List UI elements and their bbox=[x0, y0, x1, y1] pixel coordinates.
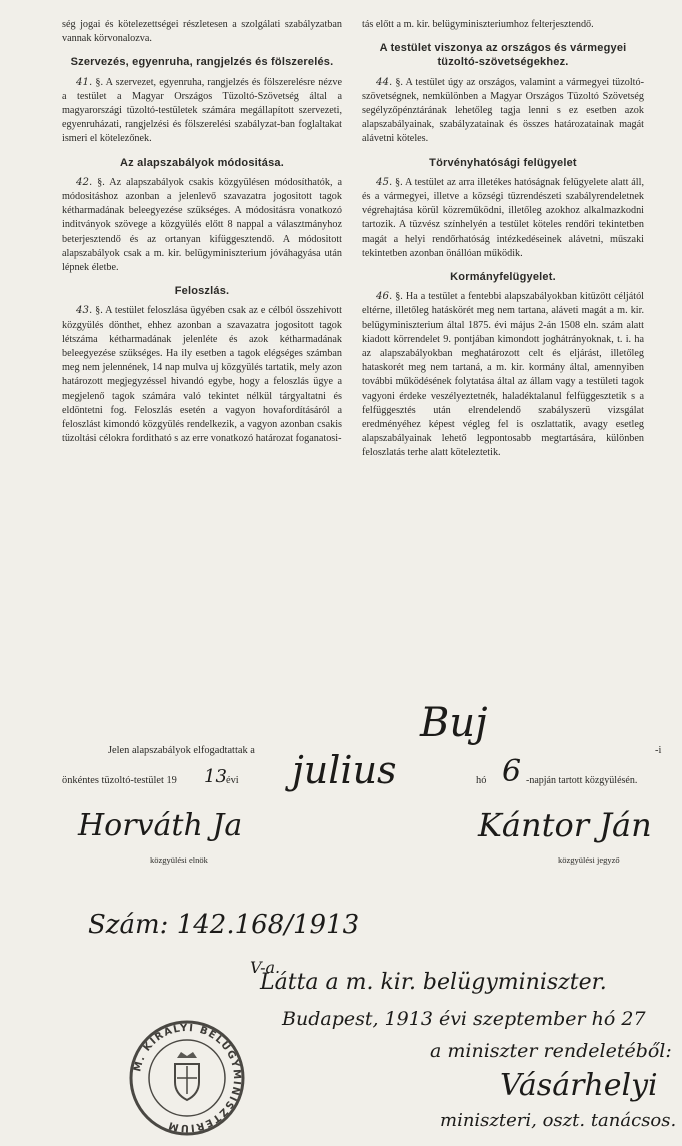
signature-secretary: Kántor Ján bbox=[478, 806, 652, 844]
signature-top: Buj bbox=[420, 700, 488, 746]
adoption-ho: hó bbox=[476, 775, 487, 786]
handwritten-year: 13 bbox=[204, 766, 227, 787]
approval-line-3: a miniszter rendeletéből: bbox=[430, 1040, 672, 1062]
role-secretary: közgyülési jegyző bbox=[558, 855, 620, 865]
adoption-evi: évi bbox=[226, 775, 239, 786]
paragraph-text: §. Ha a testület a fentebbi alapszabályokban kitüzött céljától eltérne, illetőleg hatáskörét meg nem tartana, aláveti magát a m. kir. belügyminiszterium által 1875. évi május 2-án 1508 eln. szám alatt kiadott körrendelet 9. pontjában kimondott joghátrányoknak, t. i. ha az alapszabályokban meghatározott celt és eljárást, illetőleg hataskorét meg nem tartaná, a m. kir. kormány által, amennyiben további működésének folytatása által az állam vagy a testületi tagok vagyoni érdeke veszélyeztetnék, haladéktalanul felfüggesztetik s a felfüggesztés után elrendelendő szabályszerü vizsgálat eredményéhez képest végleg fel is oszlattatik, avagy esetleg alapszabályainak lehető legpontosabb megtartására, különben feloszlatás terhe alatt köteleztetik. bbox=[362, 291, 645, 459]
approval-line-4: Vásárhelyi bbox=[500, 1068, 658, 1103]
signature-chair: Horváth Ja bbox=[78, 808, 243, 843]
section-heading-government: Kormányfelügyelet. bbox=[450, 271, 556, 284]
approval-line-1: Látta a m. kir. belügyminiszter. bbox=[260, 970, 607, 995]
adoption-line-1: Jelen alapszabályok elfogadtattak a bbox=[108, 745, 255, 756]
paragraph-text: §. A testület úgy az országos, valamint a vármegyei tüzoltó-szövetségnek, nemkülönben a Magyar Országos Tüzoltó Szövetség segélyzőpénztárának lehetőleg tagja lenni s ez esetben azok alapszabályainak, szabályzatainak és összes határozatainak magát alávetni köteles. bbox=[362, 76, 645, 145]
paragraph-42 bbox=[62, 176, 342, 275]
registry-mark: V-a. bbox=[250, 958, 281, 977]
section-heading-authority: Törvényhatósági felügyelet bbox=[429, 156, 577, 169]
section-heading-federations: A testület viszonya az országos és vármegyei tüzoltó-szövetségekhez. bbox=[379, 42, 627, 69]
paragraph-43 bbox=[62, 304, 342, 446]
paragraph-text: §. A testület feloszlása ügyében csak az e célból összehivott közgyülés dönthet, ehhez azonban a szavazatra jogositott tagok létszáma kétharmadának jelenléte és azok kétharmadának beleegyezése szükséges. Ha ily esetben a tagok elégséges számban meg nem jelennének, 14 nap mulva uj közgyülés tartatik, mely azon határozott megjegyzéssel hivandó egybe, hogy a feloszlás ügye a megjelenő tagok számára való tekintet nélkül tárgyaltatni és eldöntetni fog. Feloszlás esetén a vagyon hovafordításáról a feloszlást kimondó közgyülés rendelkezik, a vagyon azonban csakis tüzoltási célokra forditható s az erre vonatkozó határozat foganatosi- bbox=[62, 305, 343, 445]
role-chair: közgyülési elnök bbox=[150, 855, 208, 865]
left-column bbox=[62, 18, 342, 446]
adoption-line-1-end: -i bbox=[655, 745, 662, 756]
paragraph-number: 45. bbox=[376, 176, 393, 188]
paragraph-number: 42. bbox=[76, 176, 93, 188]
paragraph-number: 41. bbox=[76, 76, 93, 88]
handwritten-day: 6 bbox=[502, 754, 522, 789]
approval-line-5: miniszteri, oszt. tanácsos. bbox=[440, 1110, 677, 1131]
section-heading-dissolution: Feloszlás. bbox=[174, 285, 230, 298]
paragraph-46 bbox=[362, 290, 644, 460]
paragraph-44 bbox=[362, 76, 644, 147]
section-heading-organization: Szervezés, egyenruha, rangjelzés és fölszerelés. bbox=[70, 56, 334, 69]
paragraph-number: 44. bbox=[376, 76, 393, 88]
paragraph-45 bbox=[362, 176, 644, 261]
right-intro: tás előtt a m. kir. belügyminiszteriumhoz felterjesztendő. bbox=[362, 19, 594, 30]
handwritten-month: julius bbox=[292, 748, 397, 792]
paragraph-41 bbox=[62, 76, 342, 147]
section-heading-amendment: Az alapszabályok módositása. bbox=[120, 156, 284, 169]
adoption-line-2-end: -napján tartott közgyülésén. bbox=[526, 775, 638, 786]
crest-icon bbox=[175, 1052, 199, 1100]
registry-number: Szám: 142.168/1913 bbox=[88, 910, 360, 940]
paragraph-text: §. A testület az arra illetékes hatóságnak felügyelete alatt áll, és a vármegyei, illetve a községi tüzrendészeti szabályrendeletnek végrehajtása körül közreműködni, illetőleg azokhoz alkalmazkodni tartozik. A tüzvész színhelyén a testület köteles rendőri tekintetben magát a helyi rendőrhatóság intézkedéseinek alávetni, műszaki tekintetben azonban önállóan működik. bbox=[362, 176, 644, 259]
right-column bbox=[362, 18, 644, 461]
paragraph-text: §. Az alapszabályok csakis közgyülésen módosíthatók, a módositáshoz azonban a jelenlevő szavazatra jogositott tagok kétharmadának beleegyezése szükséges. A módositásra vonatkozó inditványok szövege a közgyülés előtt 8 nappal a választmányhoz beterjesztendő és az ortanyan kifüggesztendő. A módositott alapszabályok csak a m. kir. belügyminiszterium jóváhagyása után lépnek életbe. bbox=[62, 176, 342, 274]
left-intro: ség jogai és kötelezettségei részletesen a szolgálati szabályzatban vannak körvonalozva. bbox=[62, 19, 342, 45]
seal-text: M. KIRÁLYI BELÜGYMINISZTERIUM bbox=[132, 1022, 243, 1134]
ministry-seal-icon bbox=[127, 1018, 247, 1138]
paragraph-number: 43. bbox=[76, 305, 93, 317]
paragraph-text: §. A szervezet, egyenruha, rangjelzés és fölszerelésre nézve a testület a Magyar Országos Tüzoltó-Szövetség által a magyarországi tüzoltó-testületek számára megállapított szervezeti, egyenruházati, rangjelzési és fölszerelési szabályzat-ban foglaltakat ismeri el kötelezőnek. bbox=[62, 76, 342, 145]
adoption-line-2-start: önkéntes tüzoltó-testület 19 bbox=[62, 775, 177, 786]
approval-line-2: Budapest, 1913 évi szeptember hó 27 bbox=[282, 1008, 646, 1030]
paragraph-number: 46. bbox=[376, 291, 393, 303]
